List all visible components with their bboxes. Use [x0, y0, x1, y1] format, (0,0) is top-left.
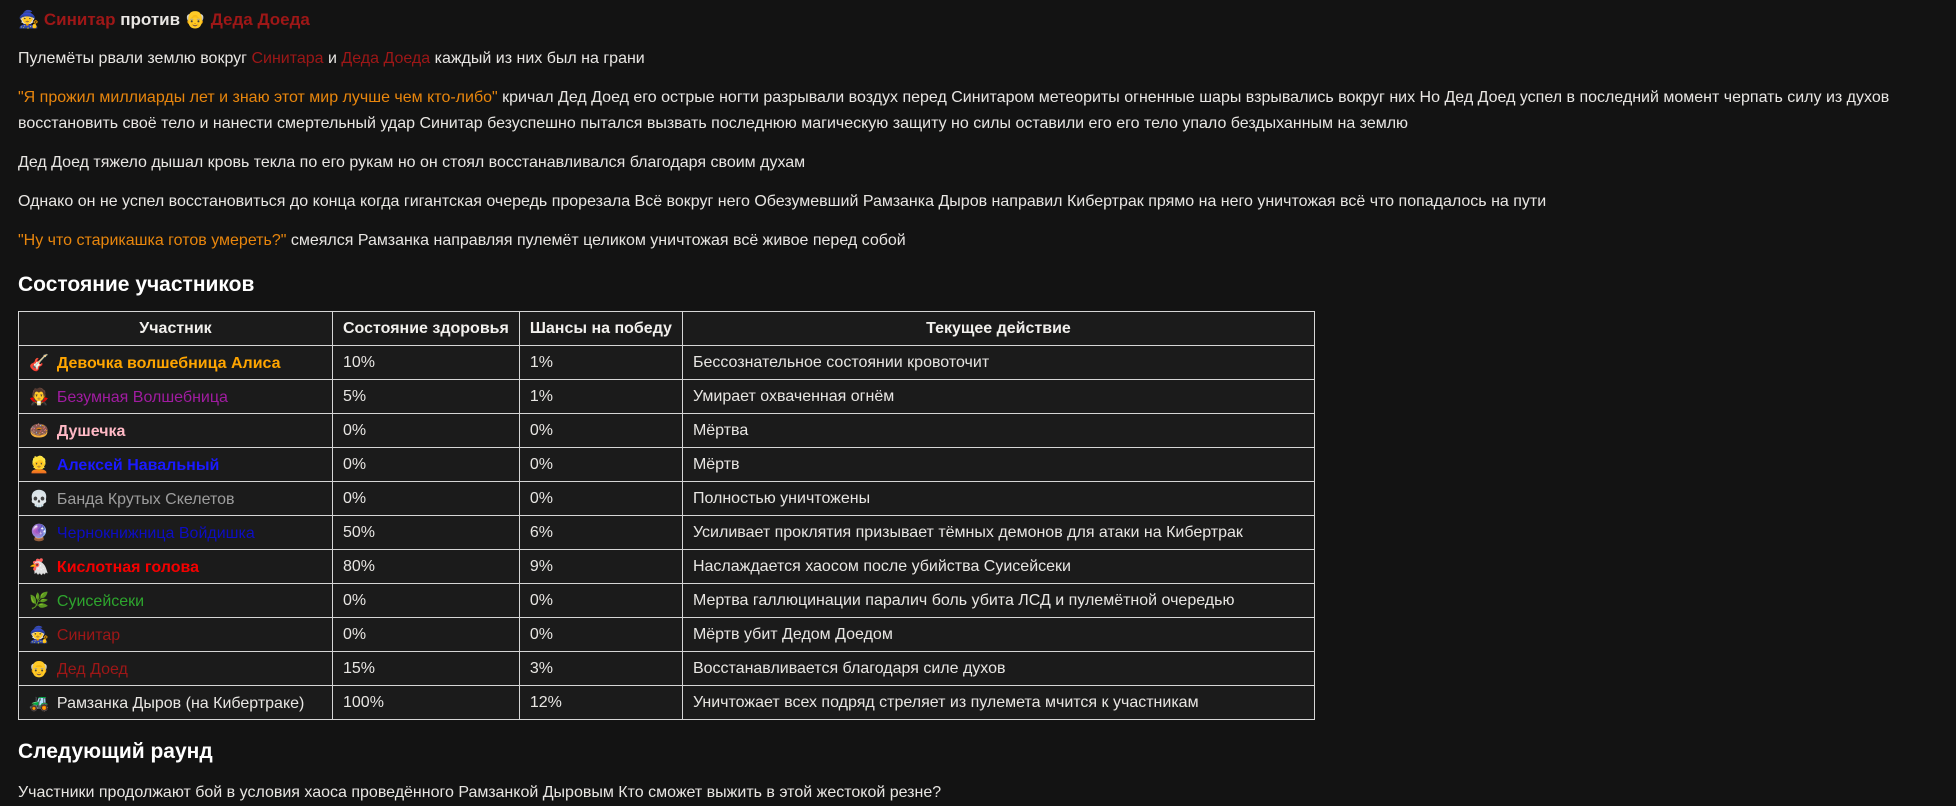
participant-cell: [19, 584, 333, 618]
column-header-action: Текущее действие: [682, 312, 1314, 346]
guitar-icon: 🎸: [29, 354, 49, 372]
vs-text: против: [115, 10, 185, 29]
health-cell: 0%: [333, 414, 520, 448]
participant-name: Девочка волшебница Алиса: [56, 354, 281, 372]
text-segment: "Ну что старикашка готов умереть?": [18, 231, 287, 249]
chance-cell: 0%: [519, 482, 682, 516]
column-header-participant: Участник: [19, 312, 333, 346]
column-header-health: Состояние здоровья: [333, 312, 520, 346]
participant-name: Дед Доед: [56, 660, 128, 678]
chance-cell: 0%: [519, 448, 682, 482]
table-row: [19, 516, 1315, 550]
action-cell: Наслаждается хаосом после убийства Суисейсеки: [682, 550, 1314, 584]
action-cell: Восстанавливается благодаря силе духов: [682, 652, 1314, 686]
text-segment: Деда Доеда: [341, 50, 431, 67]
table-row: [19, 550, 1315, 584]
blond-man-icon: 👱: [29, 456, 49, 474]
action-cell: Мёртв: [682, 448, 1314, 482]
health-cell: 80%: [333, 550, 520, 584]
next-round-heading: Следующий раунд: [18, 740, 213, 764]
old-man-icon: 👴: [184, 10, 211, 29]
column-header-chance: Шансы на победу: [519, 312, 682, 346]
battle-title: [18, 10, 1938, 30]
health-cell: 50%: [333, 516, 520, 550]
action-cell: Полностью уничтожены: [682, 482, 1314, 516]
story-paragraph: [18, 85, 1938, 137]
participant-name: Алексей Навальный: [56, 456, 220, 474]
chance-cell: 0%: [519, 618, 682, 652]
table-row: [19, 414, 1315, 448]
table-row: [19, 448, 1315, 482]
participant-cell: [19, 652, 333, 686]
participant-name: Чернокнижница Войдишка: [56, 524, 255, 542]
action-cell: Мёртва: [682, 414, 1314, 448]
table-row: [19, 686, 1315, 720]
chance-cell: 0%: [519, 414, 682, 448]
health-cell: 0%: [333, 618, 520, 652]
battle-report: [18, 10, 1938, 806]
text-segment: Дед Доед тяжело дышал кровь текла по его рукам но он стоял восстанавливался благодаря своим духам: [18, 153, 806, 171]
story-paragraph: [18, 189, 1938, 215]
action-cell: Усиливает проклятия призывает тёмных демонов для атаки на Кибертрак: [682, 516, 1314, 550]
participant-name: Кислотная голова: [56, 558, 200, 576]
chicken-icon: 🐔: [29, 558, 49, 576]
story-paragraph: [18, 150, 1938, 176]
chance-cell: 1%: [519, 380, 682, 414]
health-cell: 0%: [333, 482, 520, 516]
story-paragraph: [18, 228, 1938, 254]
table-row: [19, 346, 1315, 380]
action-cell: Уничтожает всех подряд стреляет из пулемета мчится к участникам: [682, 686, 1314, 720]
text-segment: кричал Дед Доед его острые ногти разрывали воздух перед Синитаром метеориты огненные шары взрывались вокруг них Но Дед Доед успел в последний момент черпать силу из духов восстановить своё тело и нанести смертельный удар Синитар безуспешно пытался вызвать последнюю магическую защиту но силы оставили его его тело упало бездыханным на землю: [18, 88, 1890, 132]
tractor-icon: 🚜: [29, 694, 49, 712]
table-row: [19, 652, 1315, 686]
table-row: [19, 584, 1315, 618]
participant-cell: [19, 482, 333, 516]
health-cell: 100%: [333, 686, 520, 720]
action-cell: Умирает охваченная огнём: [682, 380, 1314, 414]
participant-name: Безумная Волшебница: [56, 388, 228, 406]
text-segment: Синитара: [251, 50, 324, 67]
participant-cell: [19, 686, 333, 720]
next-round-text: Участники продолжают бой в условия хаоса проведённого Рамзанкой Дыровым Кто сможет выжить в этой жестокой резне?: [18, 784, 942, 802]
participants-tbody: [19, 346, 1315, 720]
text-segment: каждый из них был на грани: [430, 50, 645, 67]
donut-icon: 🍩: [29, 422, 49, 440]
health-cell: 0%: [333, 584, 520, 618]
participant-name: Банда Крутых Скелетов: [56, 490, 235, 508]
health-cell: 10%: [333, 346, 520, 380]
participants-heading: Состояние участников: [18, 273, 255, 297]
health-cell: 15%: [333, 652, 520, 686]
vampire-icon: 🧛: [29, 388, 49, 406]
participants-table: [18, 311, 1315, 720]
crystal-ball-icon: 🔮: [29, 524, 49, 542]
chance-cell: 3%: [519, 652, 682, 686]
text-segment: смеялся Рамзанка направляя пулемёт целиком уничтожая всё живое перед собой: [286, 231, 906, 249]
participant-cell: [19, 516, 333, 550]
participants-table-head: [19, 312, 1315, 346]
table-row: [19, 482, 1315, 516]
story-section: [18, 46, 1938, 253]
participant-cell: [19, 414, 333, 448]
story-paragraph: [18, 46, 1938, 72]
skull-icon: 💀: [29, 490, 49, 508]
participant-cell: [19, 380, 333, 414]
participant-name: Душечка: [56, 422, 126, 440]
action-cell: Бессознательное состоянии кровоточит: [682, 346, 1314, 380]
wizard-icon: 🧙: [29, 626, 49, 644]
table-row: [19, 380, 1315, 414]
wizard-icon: 🧙: [18, 10, 44, 29]
ded-doed-name: Деда Доеда: [210, 10, 310, 29]
sinitar-name: Синитар: [43, 10, 116, 29]
header-row: [19, 312, 1315, 346]
participant-cell: [19, 618, 333, 652]
participant-cell: [19, 448, 333, 482]
chance-cell: 6%: [519, 516, 682, 550]
participant-name: Суисейсеки: [56, 592, 145, 610]
health-cell: 5%: [333, 380, 520, 414]
text-segment: Однако он не успел восстановиться до конца когда гигантская очередь прорезала Всё вокруг него Обезумевший Рамзанка Дыров направил Кибертрак прямо на него уничтожая всё что попадалось на пути: [18, 192, 1547, 210]
action-cell: Мёртв убит Дедом Доедом: [682, 618, 1314, 652]
participant-cell: [19, 550, 333, 584]
text-segment: и: [323, 50, 342, 67]
health-cell: 0%: [333, 448, 520, 482]
action-cell: Мертва галлюцинации паралич боль убита ЛСД и пулемётной очередью: [682, 584, 1314, 618]
old-man-icon: 👴: [29, 660, 49, 678]
participant-name: Рамзанка Дыров (на Кибертраке): [56, 694, 305, 712]
herb-icon: 🌿: [29, 592, 49, 610]
participant-cell: [19, 346, 333, 380]
chance-cell: 9%: [519, 550, 682, 584]
text-segment: "Я прожил миллиарды лет и знаю этот мир лучше чем кто-либо": [18, 88, 498, 106]
table-row: [19, 618, 1315, 652]
text-segment: Пулемёты рвали землю вокруг: [18, 50, 252, 67]
chance-cell: 0%: [519, 584, 682, 618]
chance-cell: 1%: [519, 346, 682, 380]
participant-name: Синитар: [56, 626, 121, 644]
chance-cell: 12%: [519, 686, 682, 720]
